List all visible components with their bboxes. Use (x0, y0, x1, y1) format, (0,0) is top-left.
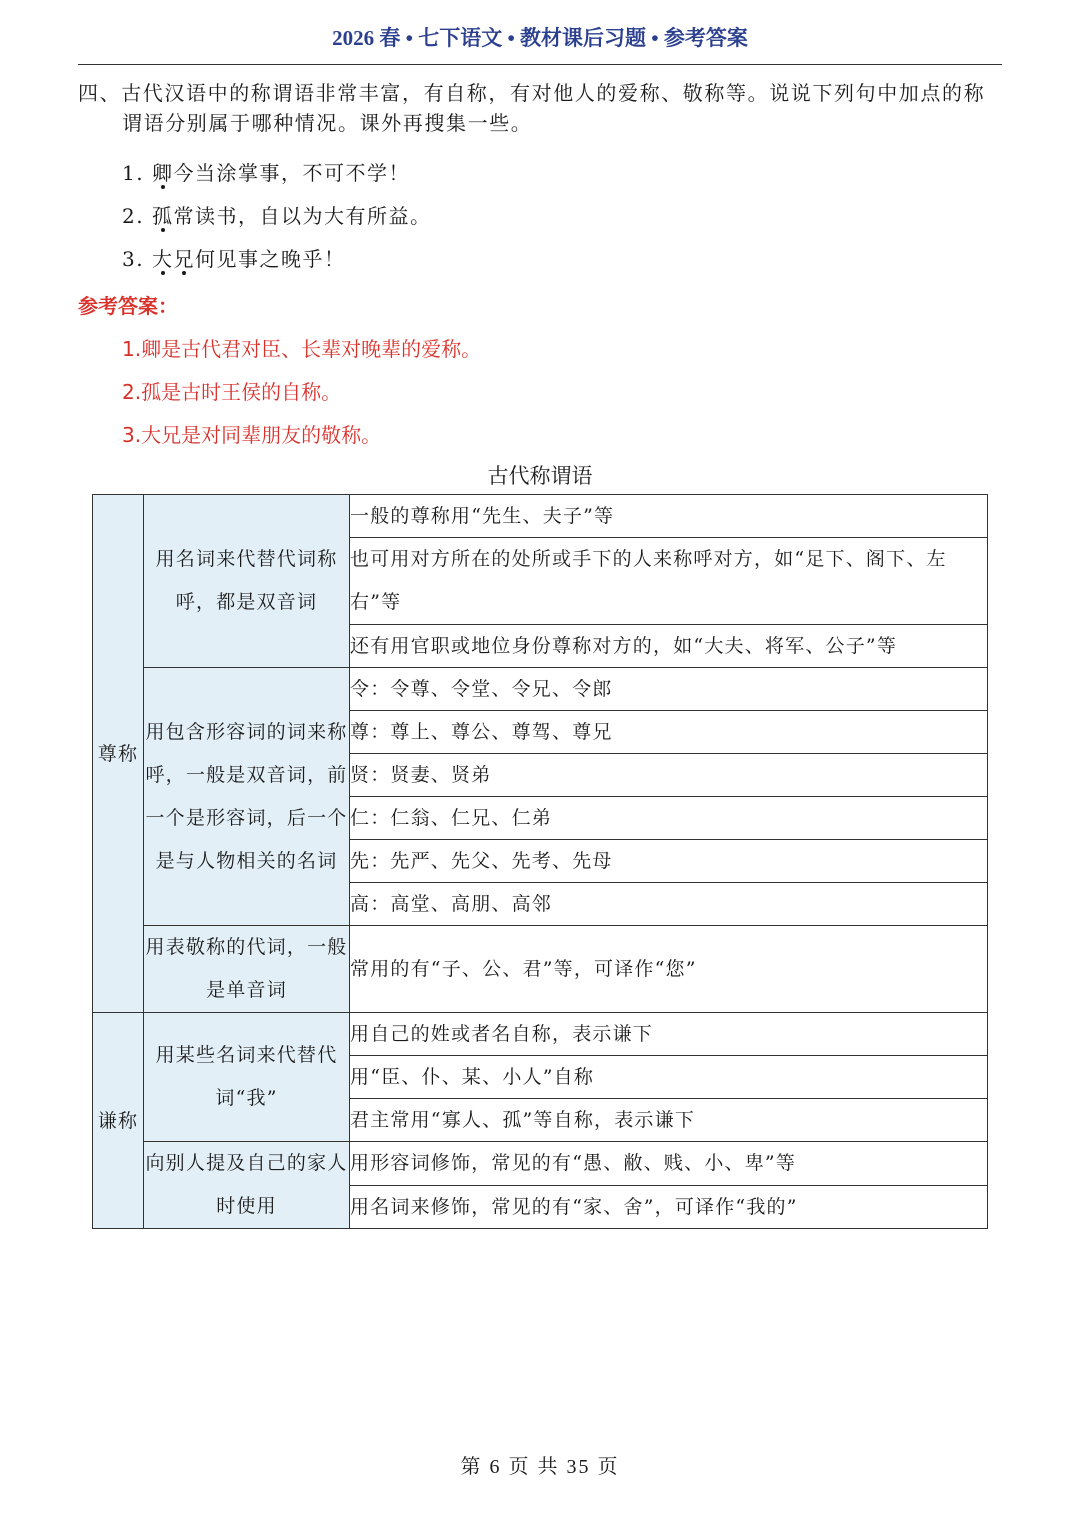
table-cell: 用自己的姓或者名自称，表示谦下 (350, 1013, 988, 1056)
table-cell: 令：令尊、令堂、令兄、令郎 (350, 668, 988, 711)
question-item-1 (122, 158, 410, 188)
item-number: 3. (122, 247, 152, 271)
page-footer: 第 6 页 共 35 页 (460, 1456, 620, 1478)
table-cell: 用形容词修饰，常见的有“愚、敝、贱、小、卑”等 (350, 1142, 988, 1186)
answer-item-3: 3.大兄是对同辈朋友的敬称。 (122, 423, 382, 447)
appellation-table (92, 494, 988, 1229)
table-cell: 一般的尊称用“先生、夫子”等 (350, 495, 988, 538)
subgroup-desc: 用表敬称的代词，一般是单音词 (144, 926, 350, 1013)
subgroup-desc: 向别人提及自己的家人时使用 (144, 1142, 350, 1229)
dotted-char-1: 大 (151, 247, 174, 271)
table-cell: 君主常用“寡人、孤”等自称，表示谦下 (350, 1099, 988, 1142)
header-divider (78, 64, 1002, 65)
item-number: 1. (122, 161, 152, 185)
table-row (93, 926, 988, 1013)
item-text: 何见事之晚乎！ (194, 247, 346, 271)
subgroup-desc: 用某些名词来代替代词“我” (144, 1013, 350, 1142)
answer-item-2: 2.孤是古时王侯的自称。 (122, 380, 342, 404)
table-cell: 也可用对方所在的处所或手下的人来称呼对方，如“足下、阁下、左右”等 (350, 538, 988, 625)
question-item-3 (122, 244, 345, 274)
answer-item-1: 1.卿是古代君对臣、长辈对晚辈的爱称。 (122, 337, 482, 361)
question-item-2 (122, 201, 431, 231)
dotted-char-2: 兄 (173, 247, 195, 271)
item-text: 今当涂掌事，不可不学！ (173, 161, 410, 185)
table-cell: 尊：尊上、尊公、尊驾、尊兄 (350, 711, 988, 754)
dotted-term (152, 247, 195, 271)
table-row (93, 1142, 988, 1186)
table-row (93, 1013, 988, 1056)
table-cell: 贤：贤妻、贤弟 (350, 754, 988, 797)
table-row (93, 495, 988, 538)
table-cell: 高：高堂、高朋、高邻 (350, 883, 988, 926)
question-line-1: 四、古代汉语中的称谓语非常丰富，有自称，有对他人的爱称、敬称等。说说下列句中加点的称 (78, 81, 986, 105)
category-cell-honorific: 尊称 (93, 495, 144, 1013)
table-cell: 用名词来修饰，常见的有“家、舍”，可译作“我的” (350, 1185, 988, 1229)
page-header-title: 2026 春 • 七下语文 • 教材课后习题 • 参考答案 (332, 26, 748, 50)
item-text: 常读书，自以为大有所益。 (173, 204, 432, 228)
question-line-2: 谓语分别属于哪种情况。课外再搜集一些。 (122, 111, 533, 135)
table-cell: 常用的有“子、公、君”等，可译作“您” (350, 926, 988, 1013)
table-cell: 仁：仁翁、仁兄、仁弟 (350, 797, 988, 840)
answer-title: 参考答案： (78, 294, 178, 318)
table-title: 古代称谓语 (487, 464, 593, 488)
dotted-term: 卿 (151, 161, 174, 185)
item-number: 2. (122, 204, 152, 228)
table-cell: 先：先严、先父、先考、先母 (350, 840, 988, 883)
subgroup-desc: 用名词来代替代词称呼，都是双音词 (144, 495, 350, 668)
question-prompt (78, 78, 1008, 138)
table-cell: 还有用官职或地位身份尊称对方的，如“大夫、将军、公子”等 (350, 625, 988, 668)
dotted-term: 孤 (151, 204, 174, 228)
table-row (93, 668, 988, 711)
category-cell-humble: 谦称 (93, 1013, 144, 1229)
table-cell: 用“臣、仆、某、小人”自称 (350, 1056, 988, 1099)
subgroup-desc: 用包含形容词的词来称呼，一般是双音词，前一个是形容词，后一个是与人物相关的名词 (144, 668, 350, 926)
